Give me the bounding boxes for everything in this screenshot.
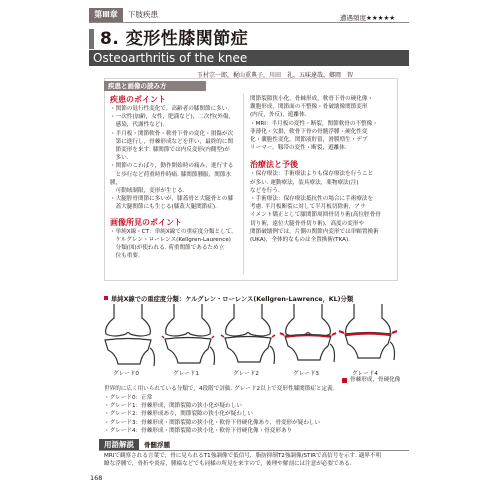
text-line: 感染，代謝性など). [110, 122, 165, 129]
text-line: 関節破壊例では，片側の関節内変形では単顆置換術 [250, 228, 379, 235]
legend-swatch [342, 378, 347, 383]
text-line: 多い. [110, 155, 129, 162]
right-column [250, 95, 395, 244]
chapter-title: 下肢疾患 [128, 10, 158, 19]
figure-marker [104, 296, 108, 300]
grade-list [104, 394, 404, 435]
text-line: 可動域制限，変形が生じる. [110, 188, 185, 195]
term-label: 用語解説 [99, 439, 139, 450]
fibula [330, 344, 335, 362]
imaging-points-heading: 画像所見のポイント [110, 217, 182, 227]
knee-diagram-figure [96, 304, 402, 374]
text-line: (内反，外反)，遊離体. [250, 112, 307, 119]
text-line: ・保存療法：手術療法よりも保存療法を行うこと [250, 171, 374, 178]
frequency-rating: 遭遇頻度★★★★★ [340, 14, 396, 22]
text-line: イメント矯正として膝関節周囲骨切り術(高位脛骨骨 [250, 212, 381, 219]
text-line: ・一次性(加齢，女性，肥満など)，二次性(外傷， [110, 114, 235, 121]
femur [166, 304, 211, 336]
figure-caption: 単純X線での重症度分類：ケルグレン・ローレンス(Kellgren-Lawrence，KL)分類 [111, 296, 354, 303]
femur [106, 304, 151, 336]
grade-item: ・グレード1：骨棘形成，関節裂隙の狭小化が疑わしい [104, 403, 242, 410]
text-line: と歩行など荷重時作時痛. 膝関節腫脹，関節水腫， [110, 171, 232, 186]
page-title: 8. 変形性膝関節症 [100, 29, 249, 49]
text-line: 切り術，遠位大腿骨骨切り術)，高度の変形や [250, 220, 365, 227]
text-line: 囊胞形成，関節面の不整像・骨破壊像関節変形 [250, 104, 368, 111]
text-line: 考慮. 半月板断裂に対して半月板切除術，アラ [250, 204, 366, 211]
text-line: MRIで観察される言葉で，骨に見られるT1強調像で低信号，脂肪抑制T2強調像/STIRで高信号を示す. 適界不明 [104, 453, 382, 459]
text-line: (UKA)，全体的なものは全置換術(TKA). [250, 237, 350, 244]
text-line: などを行う. [250, 187, 280, 194]
page-number: 168 [90, 474, 103, 482]
fibula [210, 347, 215, 365]
disease-points-list [110, 105, 240, 212]
text-line: が多い. 運動療法，装具療法，薬物療法(注) [250, 179, 359, 186]
grade-item: ・グレード0：正常 [104, 395, 153, 401]
treatment-list [250, 170, 395, 244]
section-heading: 疾患と画像の読み方 [108, 82, 167, 90]
text-line: 分類(図)が使われる. 荷重関節であるため立 [110, 245, 225, 252]
knee-grade-2 [221, 304, 275, 364]
grade-label-1: グレード1 [173, 371, 199, 377]
grade-item: ・グレード3：骨棘形成・関節裂隙の狭小化・軟骨下骨硬化像あり，骨変形が疑わしい [104, 419, 321, 426]
tibia [345, 333, 391, 359]
text-line: 化・囊胞性変化，関節液貯留，滑膜増生・デブ [250, 137, 368, 144]
femur [346, 304, 391, 336]
disease-points-heading: 疾患のポイント [110, 95, 166, 104]
fibula [150, 348, 155, 366]
chapter-label: 第Ⅲ章 [89, 8, 123, 22]
fibula [390, 342, 395, 360]
imaging-findings-list [250, 95, 395, 152]
imaging-points-list [110, 228, 240, 261]
text-line: 節変形を来す. 膝関節では内反変形(内側型)が [110, 147, 230, 154]
tibia [165, 338, 211, 364]
legend-label: 骨棘形成，骨硬化像 [350, 377, 401, 383]
header-rule [89, 22, 409, 23]
fibula [270, 346, 275, 364]
tibia [105, 339, 151, 365]
knee-grade-1 [162, 304, 215, 365]
femur [286, 304, 331, 336]
knee-grade-0 [105, 304, 155, 366]
text-line: ・半月板・関節軟骨・軟骨下骨の変化・損傷が次 [110, 130, 234, 137]
authors: 玉村宗一郎，梶山重典子，川田 礼，五味達哉，郷岡 智 [197, 72, 354, 79]
column-divider [243, 94, 244, 274]
treatment-heading: 治療法と予後 [250, 160, 298, 170]
text-line: ・MRI：半月板の変性・断裂，関節軟骨の不整像・ [250, 120, 378, 127]
knee-grade-4 [339, 304, 397, 360]
text-line: ・手術療法：保存療法抵抗性の場合に手術療法を [250, 196, 374, 203]
grade-item: ・グレード2：骨棘形成あり，関節裂隙の狭小化が疑わしい [104, 411, 253, 418]
left-column [110, 95, 240, 260]
text-line: 菲薄化・欠損，軟骨下骨の骨髄浮腫・硬化性変 [250, 128, 368, 135]
english-title: Osteoarthritis of the knee [93, 51, 248, 65]
term-description [104, 452, 409, 468]
grade-item: ・グレード4：骨棘形成・関節裂隙の狭小化・軟骨下骨硬化像・骨変形あり [104, 427, 293, 434]
text-line: 位も重要. [110, 253, 140, 260]
grade-label-2: グレード2 [233, 371, 259, 377]
text-line: ・大腿脛骨関節に多いが，膝蓋骨と大腿骨との膝 [110, 196, 234, 203]
knee-grade-3 [280, 304, 336, 362]
text-line: 瞭な浮腫で，骨折や炎症，腫瘍などでも同様の所見を来すので，後理や解剖には注意が必要である. [104, 461, 352, 468]
classification-intro: 世界的に広く用いられている分類で，4段階で評価. グレード2以上で変形性膝関節症と定義. [104, 386, 335, 392]
grade-label-0: グレード0 [113, 371, 139, 377]
text-line: 蓋大腿関節にも生じる(膝蓋大腿関節症). [110, 204, 217, 211]
grade-label-4: グレード4 [352, 371, 378, 377]
term-name: 骨髄浮腫 [144, 441, 170, 449]
term-rule [99, 450, 409, 451]
text-line: ・単純X線・CT：単純X線での重症度分類として， [110, 228, 237, 235]
tibia [285, 335, 331, 361]
grade-label-3: グレード3 [293, 371, 319, 377]
femur [226, 304, 271, 336]
text-line: 第に進行し，骨棘形成などを伴い，最終的に関 [110, 138, 234, 145]
text-line: リーマー，靱帯の変性・断裂，遊離体. [250, 145, 347, 152]
tibia [225, 337, 271, 363]
text-line: ・関節の退行性変化で，高齢者の膝関節に多い. [110, 106, 230, 112]
text-line: ・関節のこわばり，動作開始時の痛み，進行する [110, 163, 234, 170]
text-line: 関節裂隙狭小化，骨棘形成，軟骨下骨の硬化像・ [250, 96, 374, 102]
text-line: ケルグレン・ローレンス(Kellgren-Laurence) [110, 236, 231, 243]
